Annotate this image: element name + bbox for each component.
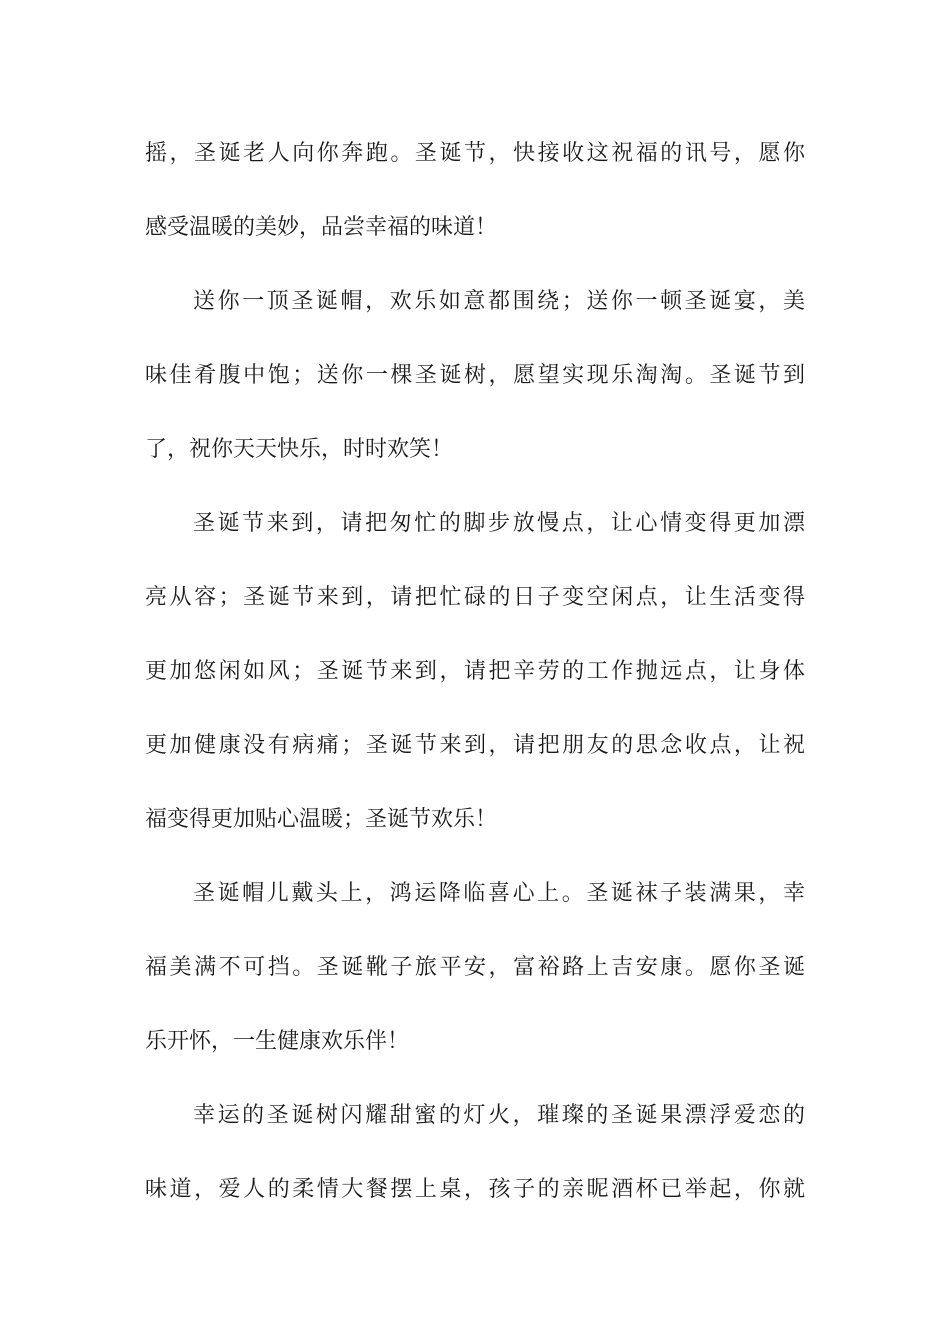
text-line: 了，祝你天天快乐，时时欢笑！ <box>145 437 454 462</box>
text-line: 感受温暖的美妙，品尝幸福的味道！ <box>145 215 498 240</box>
body-text <box>145 127 805 1237</box>
text-line: 福美满不可挡。圣诞靴子旅平安，富裕路上吉安康。愿你圣诞 <box>145 955 805 980</box>
text-line: 更加悠闲如风；圣诞节来到，请把辛劳的工作抛远点，让身体 <box>145 659 805 684</box>
paragraph-first-line: 圣诞帽儿戴头上，鸿运降临喜心上。圣诞袜子装满果，幸 <box>193 881 805 906</box>
text-line: 味佳肴腹中饱；送你一棵圣诞树，愿望实现乐淘淘。圣诞节到 <box>145 363 805 388</box>
text-line: 味道，爱人的柔情大餐摆上桌，孩子的亲昵酒杯已举起，你就 <box>145 1177 805 1202</box>
paragraph-first-line: 圣诞节来到，请把匆忙的脚步放慢点，让心情变得更加漂 <box>193 511 805 536</box>
text-line: 更加健康没有病痛；圣诞节来到，请把朋友的思念收点，让祝 <box>145 733 805 758</box>
text-line: 摇，圣诞老人向你奔跑。圣诞节，快接收这祝福的讯号，愿你 <box>145 141 805 166</box>
text-line: 福变得更加贴心温暖；圣诞节欢乐！ <box>145 807 498 832</box>
text-line: 亮从容；圣诞节来到，请把忙碌的日子变空闲点，让生活变得 <box>145 585 805 610</box>
paragraph-first-line: 幸运的圣诞树闪耀甜蜜的灯火，璀璨的圣诞果漂浮爱恋的 <box>193 1103 805 1128</box>
text-line: 乐开怀，一生健康欢乐伴！ <box>145 1029 410 1054</box>
paragraph-first-line: 送你一顶圣诞帽，欢乐如意都围绕；送你一顿圣诞宴，美 <box>193 289 805 314</box>
